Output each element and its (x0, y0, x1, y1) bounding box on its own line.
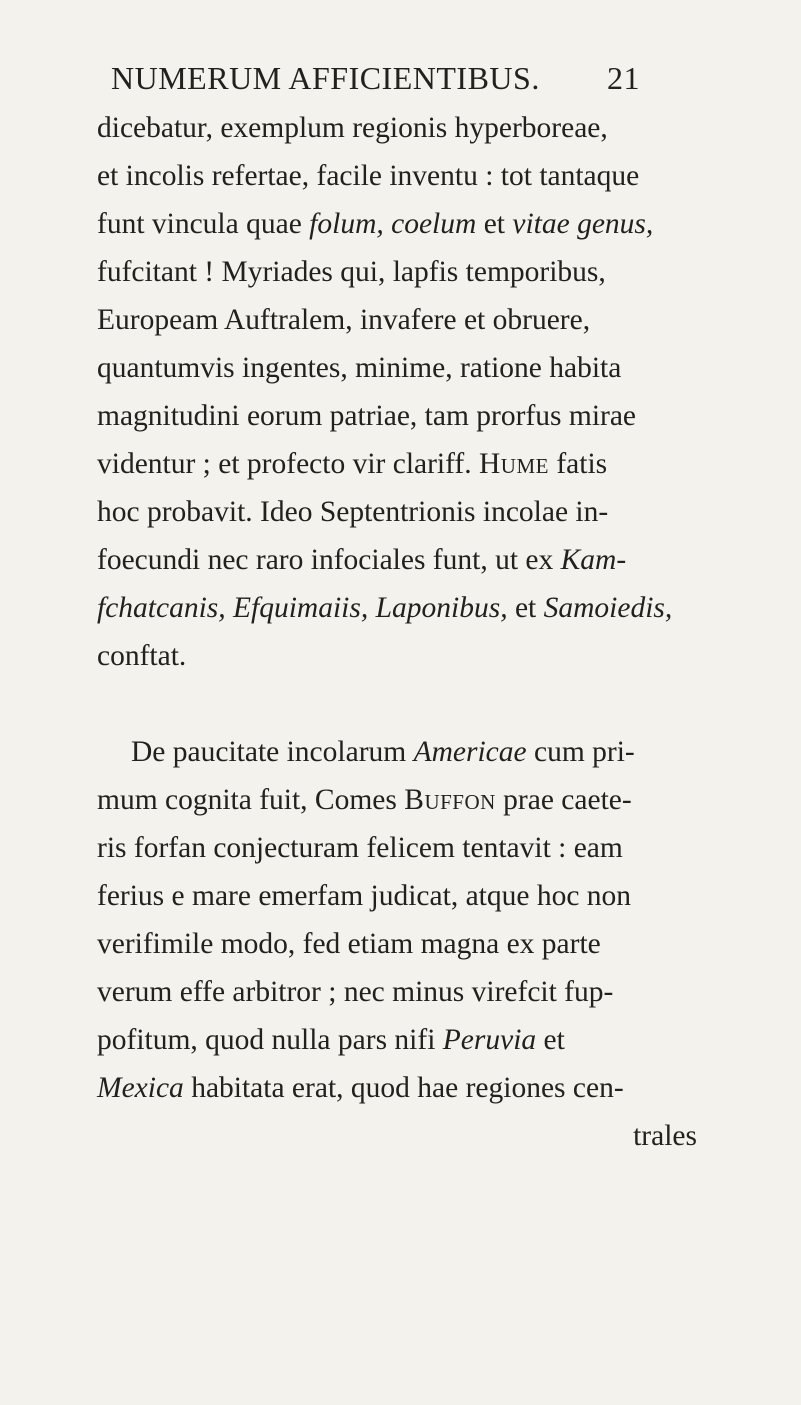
page-number: 21 (607, 60, 640, 96)
text-line: foecundi nec raro infociales funt, ut ex Kam- (97, 544, 627, 576)
catchword: trales (633, 1120, 697, 1152)
text-line: verum effe arbitror ; nec minus virefcit fup- (97, 976, 614, 1008)
text-line: videntur ; et profecto vir clariff. Hume fatis (97, 448, 608, 480)
text-line: De paucitate incolarum Americae cum pri- (131, 736, 635, 768)
text-line: verifimile modo, fed etiam magna ex parte (97, 928, 601, 960)
text-line: conftat. (97, 640, 187, 672)
paragraph-gap (97, 680, 697, 728)
text-line: ris forfan conjecturam felicem tentavit : eam (97, 832, 623, 864)
text-line: ferius e mare emerfam judicat, atque hoc non (97, 880, 632, 912)
text-line: Europeam Auftralem, invafere et obruere, (97, 304, 591, 336)
author-name: Hume (479, 448, 549, 480)
running-title: NUMERUM AFFICIENTIBUS. (111, 60, 540, 96)
text-line: et incolis refertae, facile inventu : tot tantaque (97, 160, 640, 192)
text-line: pofitum, quod nulla pars nifi Peruvia et (97, 1024, 565, 1056)
text-line: dicebatur, exemplum regionis hyperboreae, (97, 112, 608, 144)
text-line: hoc probavit. Ideo Septentrionis incolae in- (97, 496, 609, 528)
text-line: quantumvis ingentes, minime, ratione habita (97, 352, 622, 384)
author-name: Buffon (404, 784, 496, 816)
text-line: fchatcanis, Efquimaiis, Laponibus, et Samoiedis, (97, 592, 673, 624)
text-line: mum cognita fuit, Comes Buffon prae caete- (97, 784, 632, 816)
text-line: Mexica habitata erat, quod hae regiones cen- (97, 1072, 624, 1104)
body-text (97, 104, 697, 1160)
text-line: fufcitant ! Myriades qui, lapfis temporibus, (97, 256, 606, 288)
text-line: funt vincula quae folum, coelum et vitae genus, (97, 208, 654, 240)
text-line: magnitudini eorum patriae, tam prorfus mirae (97, 400, 637, 432)
